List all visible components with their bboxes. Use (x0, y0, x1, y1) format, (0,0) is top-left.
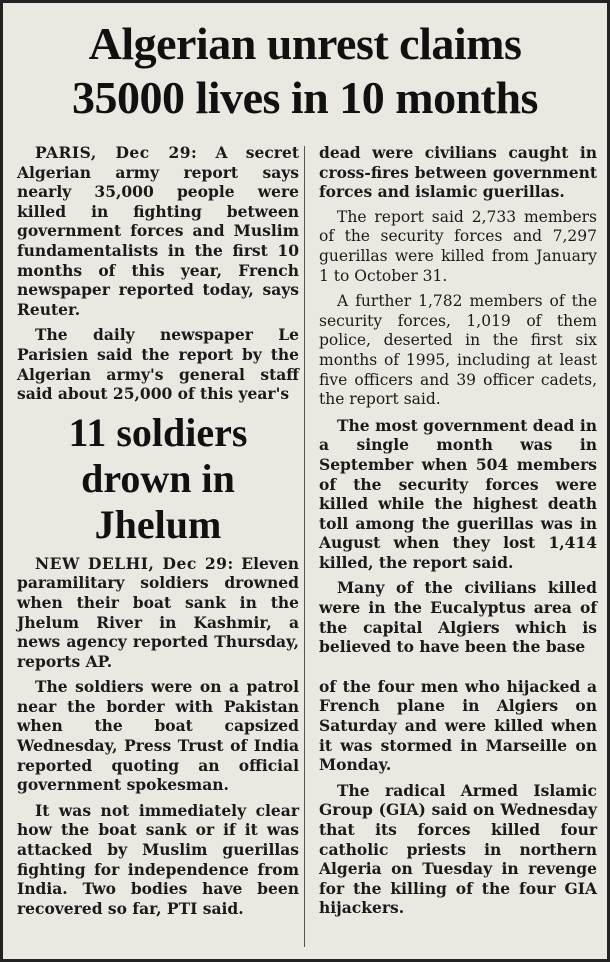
main-headline-line-1: Algerian unrest claims (88, 18, 522, 69)
left-column (17, 143, 299, 951)
article1-paragraph-3: dead were civilians caught in cross-fires between government forces and islamic guerillas. (319, 143, 597, 202)
main-headline (3, 3, 607, 125)
article1-paragraph-9: The radical Armed Islamic Group (GIA) said on Wednesday that its forces killed four catholic priests in northern Algeria on Tuesday in revenge for the killing of the four GIA hijackers. (319, 780, 597, 918)
secondary-headline-line-3: Jhelum (94, 501, 222, 547)
secondary-headline-line-1: 11 soldiers (68, 409, 248, 455)
article2-p1-text: Eleven paramilitary soldiers drowned when their boat sank in the Jhelum River in Kashmir, a news agency reported Thursday, reports AP. (17, 553, 299, 671)
paragraph-gap (319, 663, 597, 677)
article1-paragraph-8: of the four men who hijacked a French plane in Algiers on Saturday and were killed when it was stormed in Marseille on Monday. (319, 676, 597, 775)
article1-paragraph-1 (17, 143, 299, 319)
article1-paragraph-2: The daily newspaper Le Parisien said the report by the Algerian army's general staff said about 25,000 of this year's (17, 325, 299, 404)
article1-p1-text: A secret Algerian army report says nearly 35,000 people were killed in fighting between government forces and Muslim fundamentalists in the first 10 months of this year, French newspaper reported today, says Reuter. (17, 143, 299, 319)
article2-paragraph-2: The soldiers were on a patrol near the border with Pakistan when the boat capsized Wednesday, Press Trust of India reported quoting an official government spokesman. (17, 677, 299, 795)
article-columns (17, 143, 597, 951)
article2-dateline: NEW DELHI, Dec 29: (35, 553, 234, 573)
article1-paragraph-7: Many of the civilians killed were in the Eucalyptus area of the capital Algiers which is believed to have been the base (319, 578, 597, 657)
article2-paragraph-3: It was not immediately clear how the boat sank or if it was attacked by Muslim guerillas fighting for independence from India. Two bodies have been recovered so far, PTI said. (17, 800, 299, 918)
article1-paragraph-5: A further 1,782 members of the security forces, 1,019 of them police, deserted in the first six months of 1995, including at least five officers and 39 officer cadets, the report said. (319, 292, 597, 409)
secondary-headline-line-2: drown in (81, 455, 235, 501)
article1-dateline: PARIS, Dec 29: (35, 143, 198, 162)
right-column (319, 143, 597, 951)
article1-paragraph-4: The report said 2,733 members of the security forces and 7,297 guerillas were killed from January 1 to October 31. (319, 207, 597, 285)
article2-paragraph-1 (17, 554, 299, 672)
main-headline-line-2: 35000 lives in 10 months (72, 72, 538, 123)
secondary-headline (17, 410, 299, 548)
article1-paragraph-6: The most government dead in a single month was in September when 504 members of the security forces were killed while the highest death toll among the guerillas was in August when they lost 1,414 killed, the report said. (319, 415, 597, 572)
